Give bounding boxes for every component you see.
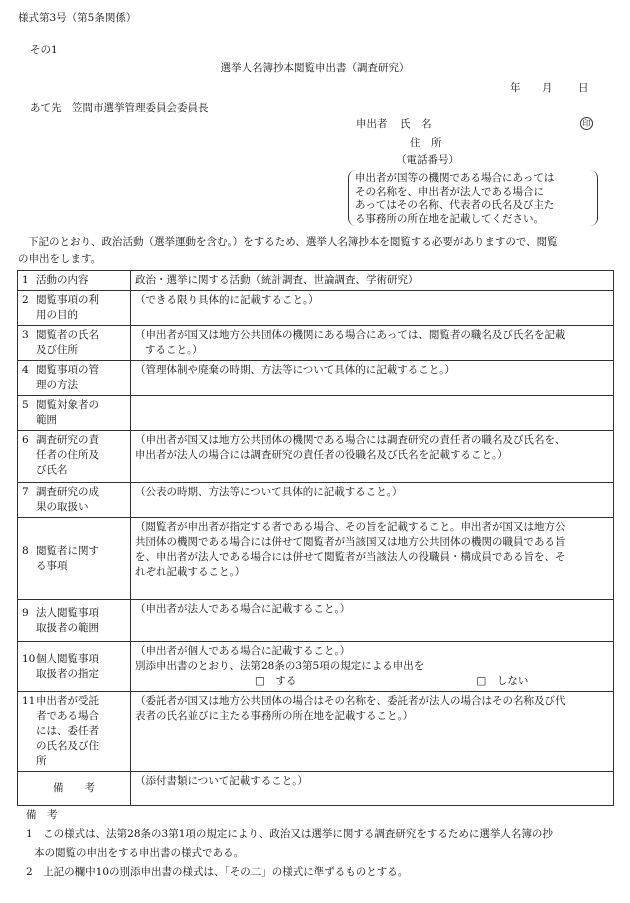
date-month-label: 月 [542, 82, 553, 94]
row-content[interactable]: （申出者が法人である場合に記載すること。） [131, 600, 614, 642]
row-label: 備 考 [18, 772, 131, 806]
table-row [18, 518, 614, 600]
table-row [18, 772, 614, 806]
table-row [18, 361, 614, 396]
remarks-item-1-cont: 本の閲覧の申出をする申出書の様式である。 [34, 847, 244, 859]
seal-mark [580, 117, 593, 131]
remarks-section [18, 806, 618, 882]
date-day-label: 日 [578, 82, 589, 94]
table-row [18, 271, 614, 291]
table-row [18, 692, 614, 772]
row-content[interactable]: （閲覧者が申出者が指定する者である場合、その旨を記載すること。申出者が国又は地方公 共団体の機関である場合には併せて閲覧者が当該国又は地方公共団体の機関の職員である旨 を、申出者が法人である場合には併せて閲覧者が当該法人の役職員・構成員である旨を、そ れぞれ記載すること。） [131, 518, 614, 600]
remarks-heading: 備 考 [26, 809, 58, 821]
note-line: 申出者が国等の機関である場合にあっては [355, 172, 555, 184]
row-content[interactable]: 政治・選挙に関する活動（統計調査、世論調査、学術研究） [131, 271, 614, 291]
row-label: 3 閲覧者の氏名 及び住所 [18, 326, 131, 361]
row-content[interactable]: （申出者が個人である場合に記載すること。） 別添申出書のとおり、法第28条の3第5項の規定による申出を □ する □ しない [131, 642, 614, 692]
table-row [18, 483, 614, 518]
note-line: あってはその名称、代表者の氏名及び主た [355, 199, 555, 211]
option-do-checkbox[interactable]: □ する [255, 675, 297, 687]
row-content[interactable]: （添付書類について記載すること。） [131, 772, 614, 806]
document-title: 選挙人名簿抄本閲覧申出書（調査研究） [220, 62, 410, 74]
applicant-phone-label: （電話番号） [396, 154, 459, 166]
addressee: あて先 笠間市選挙管理委員会委員長 [30, 102, 209, 114]
row-label: 1 活動の内容 [18, 271, 131, 291]
remarks-item-1: 1 この様式は、法第28条の3第1項の規定により、政治又は選挙に関する調査研究をするために選挙人名簿の抄 [26, 828, 553, 840]
applicant-note-box [348, 170, 598, 226]
row-content[interactable]: （できる限り具体的に記載すること。） [131, 291, 614, 326]
row-content[interactable]: （公表の時期、方法等について具体的に記載すること。） [131, 483, 614, 518]
table-row [18, 600, 614, 642]
table-row [18, 642, 614, 692]
row-content[interactable] [131, 396, 614, 431]
table-row [18, 326, 614, 361]
row-label: 6 調査研究の責 任者の住所及 び氏名 [18, 431, 131, 483]
row-content[interactable]: （委託者が国又は地方公共団体の場合はその名称を、委託者が法人の場合はその名称及び代 表者の氏名並びに主たる事務所の所在地を記載すること。） [131, 692, 614, 772]
application-table [17, 270, 614, 806]
row-label: 5 閲覧対象者の 範囲 [18, 396, 131, 431]
row-label: 8 閲覧者に関す る事項 [18, 518, 131, 600]
remarks-item-2: 2 上記の欄中10の別添申出書の様式は、「その二」の様式に準ずるものとする。 [26, 866, 409, 878]
row-content[interactable]: （申出者が国又は地方公共団体の機関にある場合にあっては、閲覧者の職名及び氏名を記載 すること。） [131, 326, 614, 361]
intro-paragraph [18, 234, 618, 268]
row-label: 9 法人閲覧事項 取扱者の範囲 [18, 600, 131, 642]
applicant-address-label: 住 所 [410, 137, 442, 149]
note-line: る事務所の所在地を記載してください。 [355, 212, 544, 225]
row-content[interactable]: （申出者が国又は地方公共団体の機関である場合には調査研究の責任者の職名及び氏名を、 申出者が法人の場合には調査研究の責任者の役職名及び氏名を記載すること。） [131, 431, 614, 483]
row-label: 4 閲覧事項の管 理の方法 [18, 361, 131, 396]
seal-icon: 印 [580, 117, 593, 130]
form-sub-number: その1 [30, 44, 58, 56]
applicant-label: 申出者 [356, 118, 388, 130]
row-label: 7 調査研究の成 果の取扱い [18, 483, 131, 518]
row-label: 2 閲覧事項の利 用の目的 [18, 291, 131, 326]
option-dont-checkbox[interactable]: □ しない [476, 675, 529, 687]
intro-line-2: の申出をします。 [18, 253, 102, 265]
date-year-label: 年 [510, 82, 521, 94]
applicant-name-label: 氏 名 [400, 118, 432, 130]
proxy-designation-options [135, 674, 609, 689]
row-content[interactable]: （管理体制や廃棄の時期、方法等について具体的に記載すること。） [131, 361, 614, 396]
table-row [18, 431, 614, 483]
intro-line-1: 下記のとおり、政治活動（選挙運動を含む。）をするため、選挙人名簿抄本を閲覧する必要がありますので、閲覧 [28, 236, 558, 248]
row-label: 10個人閲覧事項 取扱者の指定 [18, 642, 131, 692]
form-number: 様式第3号（第5条関係） [18, 12, 137, 24]
table-row [18, 291, 614, 326]
note-line: その名称を、申出者が法人である場合に [355, 185, 544, 198]
table-row [18, 396, 614, 431]
row-label: 11申出者が受託 者である場合 には、委任者 の氏名及び住 所 [18, 692, 131, 772]
